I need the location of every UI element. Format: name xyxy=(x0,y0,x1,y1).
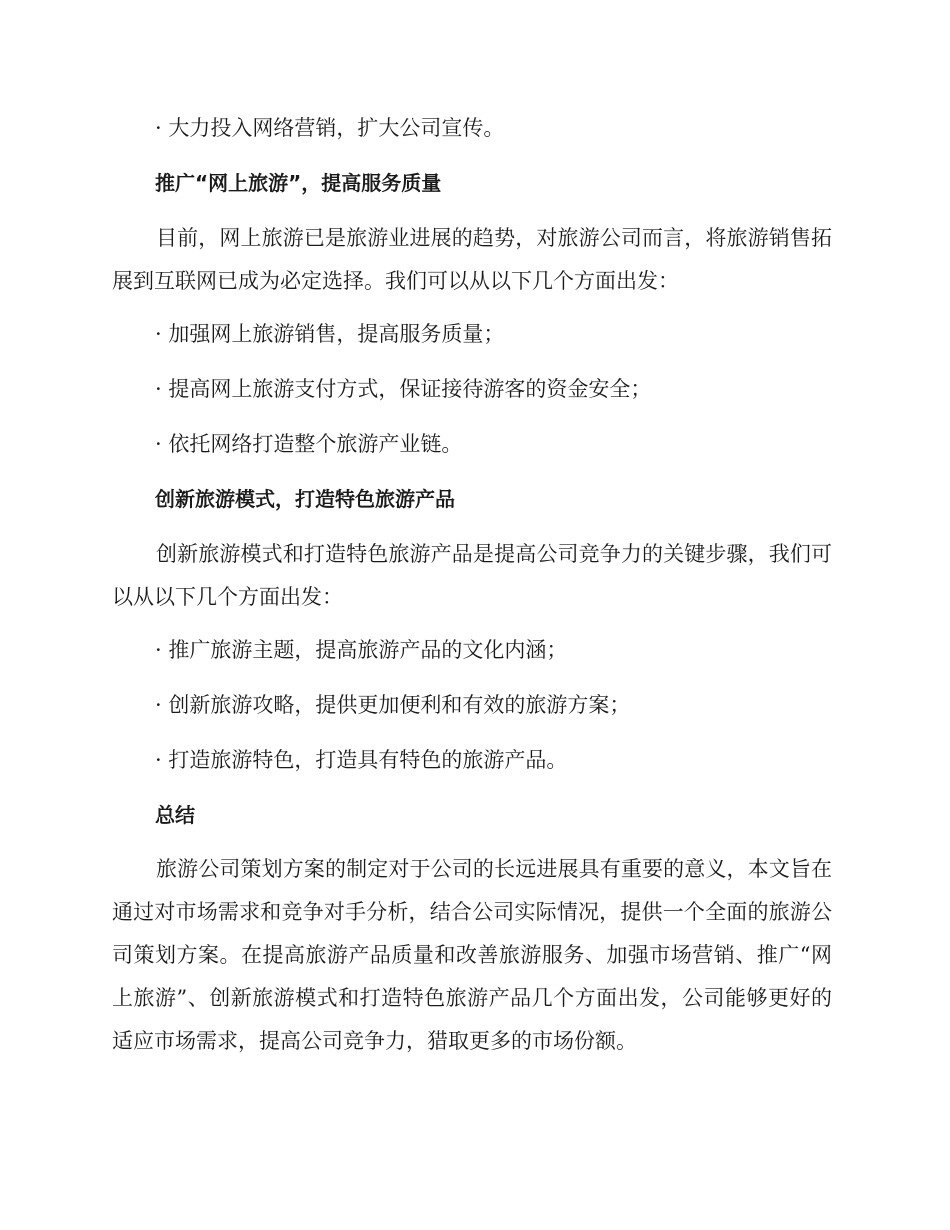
bullet-item: · 推广旅游主题，提高旅游产品的文化内涵； xyxy=(155,638,568,662)
bullet-item: · 创新旅游攻略，提供更加便利和有效的旅游方案； xyxy=(155,693,631,717)
bullet-item: · 提高网上旅游支付方式，保证接待游客的资金安全； xyxy=(155,377,652,401)
section-heading: 总结 xyxy=(155,803,195,827)
bullet-item: · 依托网络打造整个旅游产业链。 xyxy=(155,432,463,456)
section-heading: 推广“网上旅游”，提高服务质量 xyxy=(155,171,442,195)
section-heading: 创新旅游模式，打造特色旅游产品 xyxy=(155,487,455,511)
bullet-item: · 大力投入网络营销，扩大公司宣传。 xyxy=(155,116,505,140)
paragraph: 目前，网上旅游已是旅游业进展的趋势，对旅游公司而言，将旅游销售拓展到互联网已成为必定选择。我们可以从以下几个方面出发： xyxy=(112,226,832,293)
bullet-item: · 打造旅游特色，打造具有特色的旅游产品。 xyxy=(155,748,568,772)
bullet-item: · 加强网上旅游销售，提高服务质量； xyxy=(155,322,505,346)
paragraph: 旅游公司策划方案的制定对于公司的长远进展具有重要的意义，本文旨在通过对市场需求和竞争对手分析，结合公司实际情况，提供一个全面的旅游公司策划方案。在提高旅游产品质量和改善旅游服务、加强市场营销、推广“网上旅游”、创新旅游模式和打造特色旅游产品几个方面出发，公司能够更好的适应市场需求，提高公司竞争力，猎取更多的市场份额。 xyxy=(112,857,832,1053)
paragraph: 创新旅游模式和打造特色旅游产品是提高公司竞争力的关键步骤，我们可以从以下几个方面出发： xyxy=(112,542,832,609)
